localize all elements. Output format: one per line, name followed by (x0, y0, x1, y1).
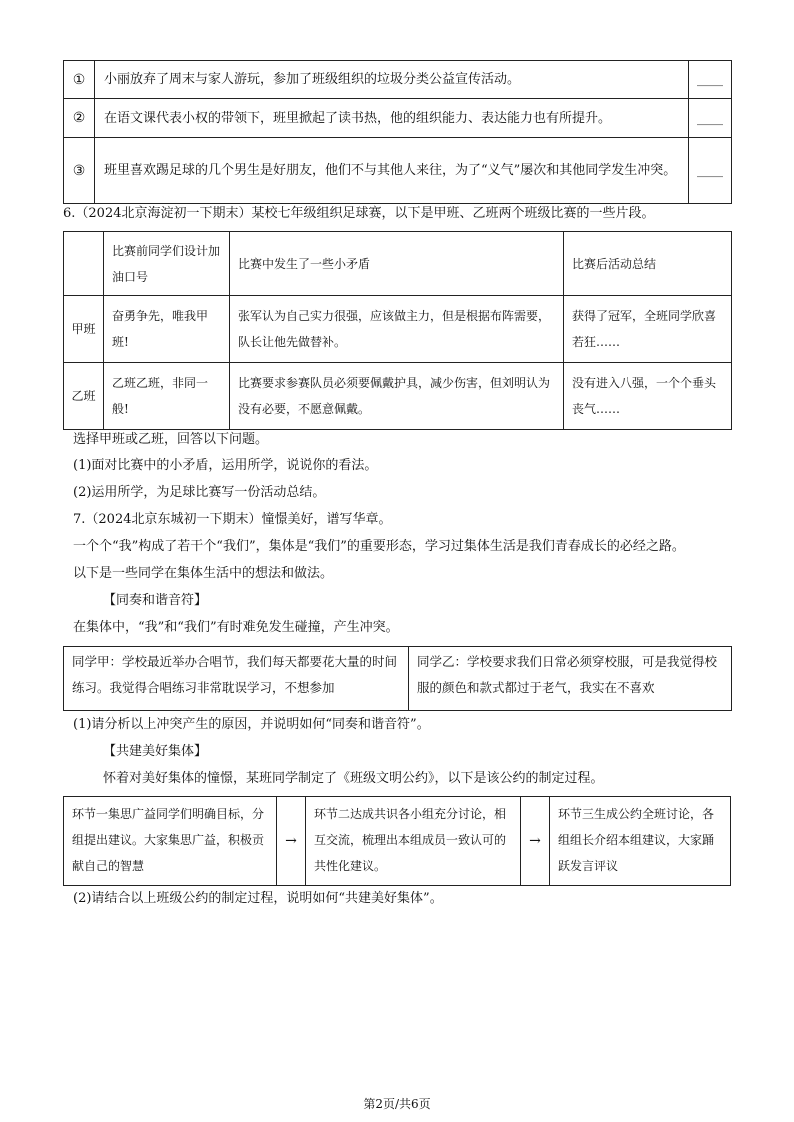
q7-intro-2: 以下是一些同学在集体生活中的想法和做法。 (73, 566, 334, 581)
table-row (64, 99, 732, 138)
section-intro-harmony: 在集体中，“我”和“我们”有时难免发生碰撞，产生冲突。 (73, 620, 399, 635)
conflict-cell: 张军认为自己实力很强，应该做主力，但是根据布阵需要，队长让他先做替补。 (230, 296, 564, 363)
student-views-table (63, 646, 732, 711)
section-title-collective: 【共建美好集体】 (103, 744, 208, 759)
header-slogan: 比赛前同学们设计加油口号 (104, 232, 230, 296)
row-number: ③ (64, 138, 95, 204)
table-header-row (64, 232, 732, 296)
class-label: 乙班 (64, 363, 104, 430)
student-b-view: 同学乙：学校要求我们日常必须穿校服，可是我觉得校服的颜色和款式都过于老气，我实在不喜欢 (409, 647, 732, 711)
question-6-stem: 6.（2024北京海淀初一下期末）某校七年级组织足球赛，以下是甲班、乙班两个班级比赛的一些片段。 (63, 206, 655, 221)
q6-subquestion-1: (1)面对比赛中的小矛盾，运用所学，说说你的看法。 (73, 458, 378, 473)
student-a-view: 同学甲：学校最近举办合唱节，我们每天都要花大量的时间练习。我觉得合唱练习非常耽误学习，不想参加 (64, 647, 409, 711)
table-row (64, 138, 732, 204)
judgement-table (63, 60, 732, 204)
match-table (63, 231, 732, 430)
q7-subquestion-1: (1)请分析以上冲突产生的原因，并说明如何“同奏和谐音符”。 (73, 717, 430, 732)
table-row (64, 61, 732, 99)
summary-cell: 没有进入八强，一个个垂头丧气…… (564, 363, 732, 430)
conflict-cell: 比赛要求参赛队员必须要佩戴护具，减少伤害，但刘明认为没有必要，不愿意佩戴。 (230, 363, 564, 430)
row-number: ① (64, 61, 95, 99)
q7-subquestion-2: (2)请结合以上班级公约的制定过程，说明如何“共建美好集体”。 (73, 891, 443, 906)
q6-subquestion-2: (2)运用所学，为足球比赛写一份活动总结。 (73, 485, 326, 500)
row-text: 小丽放弃了周末与家人游玩，参加了班级组织的垃圾分类公益宣传活动。 (95, 61, 689, 99)
process-step-2: 环节二达成共识各小组充分讨论，相互交流，梳理出本组成员一致认可的共性化建议。 (314, 807, 507, 873)
arrow-right-icon: → (276, 797, 306, 885)
table-row (64, 647, 732, 711)
table-row (64, 363, 732, 430)
row-text: 在语文课代表小权的带领下，班里掀起了读书热，他的组织能力、表达能力也有所提升。 (95, 99, 689, 138)
page-footer: 第2页/共6页 (363, 1097, 431, 1111)
row-text: 班里喜欢踢足球的几个男生是好朋友，他们不与其他人来往，为了“义气”屡次和其他同学发生冲突。 (95, 138, 689, 204)
header-blank (64, 232, 104, 296)
header-conflict: 比赛中发生了一些小矛盾 (230, 232, 564, 296)
section-intro-collective: 怀着对美好集体的憧憬，某班同学制定了《班级文明公约》，以下是该公约的制定过程。 (103, 771, 604, 786)
q6-instruction: 选择甲班或乙班，回答以下问题。 (73, 432, 269, 447)
answer-blank[interactable]: ____ (689, 138, 732, 204)
header-summary: 比赛后活动总结 (564, 232, 732, 296)
row-number: ② (64, 99, 95, 138)
table-row (64, 296, 732, 363)
slogan-cell: 乙班乙班，非同一般! (104, 363, 230, 430)
class-label: 甲班 (64, 296, 104, 363)
q7-intro-1: 一个个“我”构成了若干个“我们”，集体是“我们”的重要形态，学习过集体生活是我们青春成长的必经之路。 (73, 539, 685, 554)
section-title-harmony: 【同奏和谐音符】 (103, 593, 208, 608)
process-step-3: 环节三生成公约全班讨论，各组组长介绍本组建议，大家踊跃发言评议 (558, 807, 715, 873)
summary-cell: 获得了冠军，全班同学欣喜若狂…… (564, 296, 732, 363)
answer-blank[interactable]: ____ (689, 61, 732, 99)
arrow-right-icon: → (520, 797, 550, 885)
slogan-cell: 奋勇争先，唯我甲班! (104, 296, 230, 363)
convention-process-flow (63, 796, 731, 886)
question-7-stem: 7.（2024北京东城初一下期末）憧憬美好，谱写华章。 (73, 512, 392, 527)
process-step-1: 环节一集思广益同学们明确目标，分组提出建议。大家集思广益，积极贡献自己的智慧 (72, 807, 265, 873)
answer-blank[interactable]: ____ (689, 99, 732, 138)
